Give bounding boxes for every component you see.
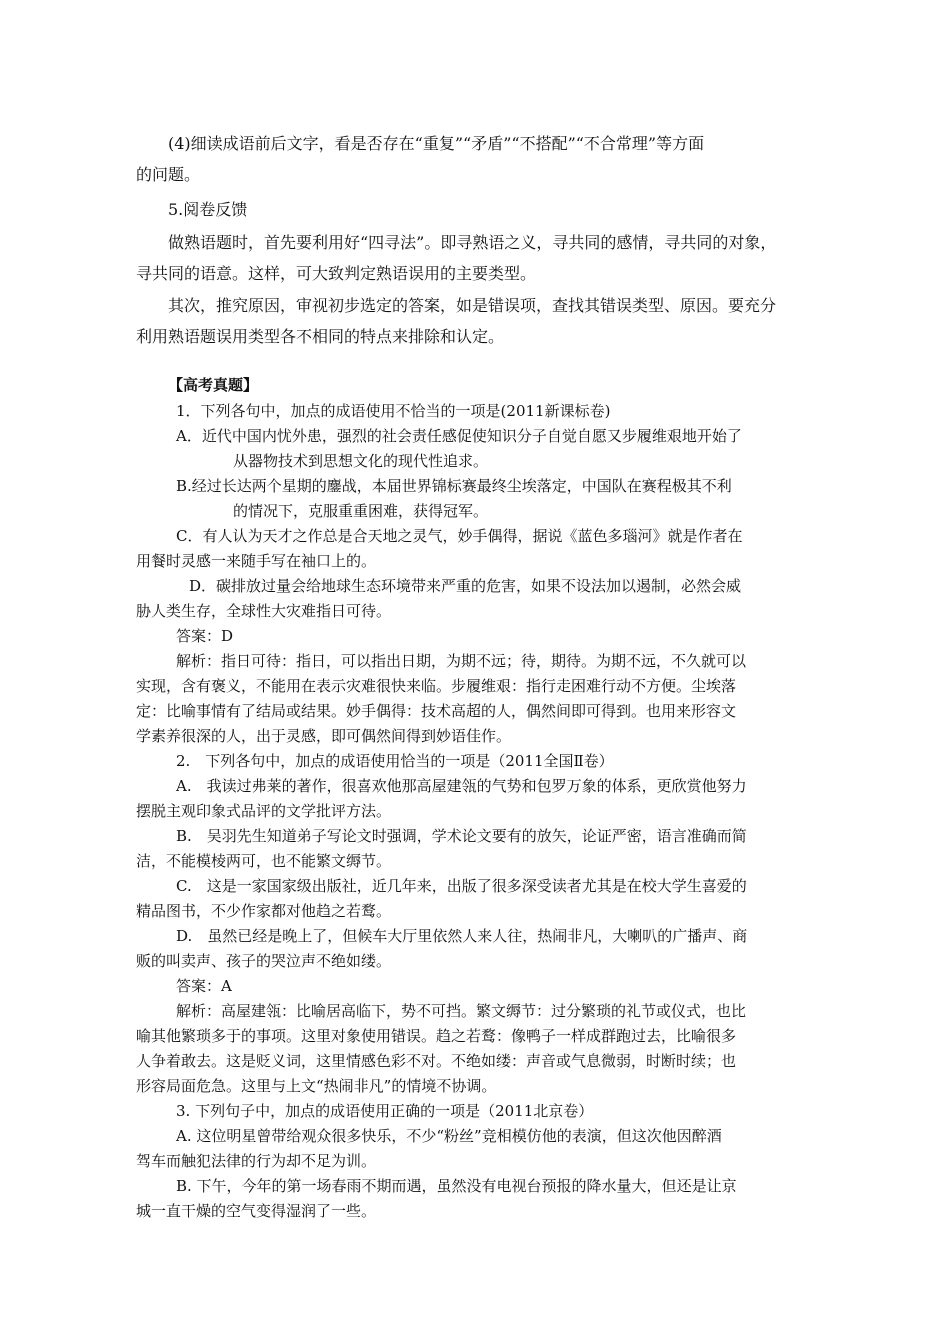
text-line: 做熟语题时，首先要利用好“四寻法”。即寻熟语之义，寻共同的感情，寻共同的对象， xyxy=(168,233,777,252)
option-line: A. 我读过弗莱的著作，很喜欢他那高屋建瓴的气势和包罗万象的体系，更欣赏他努力 xyxy=(176,777,747,795)
option-line: 用餐时灵感一来随手写在袖口上的。 xyxy=(136,552,377,570)
option-line: C. 这是一家国家级出版社，近几年来，出版了很多深受读者尤其是在校大学生喜爱的 xyxy=(176,877,747,895)
text-line: 寻共同的语意。这样，可大致判定熟语误用的主要类型。 xyxy=(136,264,537,283)
section-heading: 【高考真题】 xyxy=(168,376,259,394)
option-line: 摆脱主观印象式品评的文学批评方法。 xyxy=(136,802,392,820)
option-line: 胁人类生存，全球性大灾难指日可待。 xyxy=(136,602,392,620)
answer-line: 答案：D xyxy=(176,627,234,645)
analysis-line: 解析：高屋建瓴：比喻居高临下，势不可挡。繁文缛节：过分繁琐的礼节或仪式，也比 xyxy=(176,1002,747,1020)
option-line: D. 虽然已经是晚上了，但候车大厅里依然人来人往，热闹非凡，大喇叭的广播声、商 xyxy=(176,927,748,945)
option-line: B. 吴羽先生知道弟子写论文时强调，学术论文要有的放矢，论证严密，语言准确而简 xyxy=(176,827,747,845)
text-line: 利用熟语题误用类型各不相同的特点来排除和认定。 xyxy=(136,327,505,346)
analysis-line: 定：比喻事情有了结局或结果。妙手偶得：技术高超的人，偶然间即可得到。也用来形容文 xyxy=(136,702,737,720)
option-line: 城一直干燥的空气变得湿润了一些。 xyxy=(136,1202,377,1220)
option-line: 驾车而触犯法律的行为却不足为训。 xyxy=(136,1152,377,1170)
option-line: B.经过长达两个星期的鏖战，本届世界锦标赛最终尘埃落定，中国队在赛程极其不利 xyxy=(176,477,732,495)
analysis-line: 解析：指日可待：指日，可以指出日期，为期不远；待，期待。为期不远，不久就可以 xyxy=(176,652,747,670)
option-line: 精品图书，不少作家都对他趋之若鹜。 xyxy=(136,902,392,920)
question-line: 3. 下列句子中，加点的成语使用正确的一项是（2011北京卷） xyxy=(176,1102,594,1120)
text-line: 其次，推究原因，审视初步选定的答案，如是错误项，查找其错误类型、原因。要充分 xyxy=(168,296,777,315)
analysis-line: 实现，含有褒义，不能用在表示灾难很快来临。步履维艰：指行走困难行动不方便。尘埃落 xyxy=(136,677,737,695)
option-line: 从器物技术到思想文化的现代性追求。 xyxy=(233,452,489,470)
option-line: A. 这位明星曾带给观众很多快乐，不少“粉丝”竞相模仿他的表演，但这次他因醉酒 xyxy=(176,1127,722,1145)
option-line: A．近代中国内忧外患，强烈的社会责任感促使知识分子自觉自愿又步履维艰地开始了 xyxy=(176,427,742,445)
analysis-line: 形容局面危急。这里与上文“热闹非凡”的情境不协调。 xyxy=(136,1077,497,1095)
text-line: (4)细读成语前后文字，看是否存在“重复”“矛盾”“不搭配”“不合常理”等方面 xyxy=(168,134,705,153)
option-line: B. 下午，今年的第一场春雨不期而遇，虽然没有电视台预报的降水量大，但还是让京 xyxy=(176,1177,737,1195)
option-line: C．有人认为天才之作总是合天地之灵气，妙手偶得，据说《蓝色多瑙河》就是作者在 xyxy=(176,527,743,545)
option-line: 贩的叫卖声、孩子的哭泣声不绝如缕。 xyxy=(136,952,392,970)
text-line: 的问题。 xyxy=(136,165,201,184)
analysis-line: 人争着敢去。这是贬义词，这里情感色彩不对。不绝如缕：声音或气息微弱，时断时续；也 xyxy=(136,1052,737,1070)
option-line: 的情况下，克服重重困难，获得冠军。 xyxy=(233,502,489,520)
option-line: D．碳排放过量会给地球生态环境带来严重的危害，如果不设法加以遏制，必然会威 xyxy=(189,577,742,595)
answer-line: 答案：A xyxy=(176,977,232,995)
text-line: 5.阅卷反馈 xyxy=(168,200,248,219)
question-line: 1．下列各句中，加点的成语使用不恰当的一项是(2011新课标卷) xyxy=(176,402,611,420)
analysis-line: 学素养很深的人，出于灵感，即可偶然间得到妙语佳作。 xyxy=(136,727,512,745)
question-line: 2. 下列各句中，加点的成语使用恰当的一项是（2011全国Ⅱ卷） xyxy=(176,752,614,770)
option-line: 洁，不能模棱两可，也不能繁文缛节。 xyxy=(136,852,392,870)
analysis-line: 喻其他繁琐多于的事项。这里对象使用错误。趋之若鹜：像鸭子一样成群跑过去，比喻很多 xyxy=(136,1027,737,1045)
